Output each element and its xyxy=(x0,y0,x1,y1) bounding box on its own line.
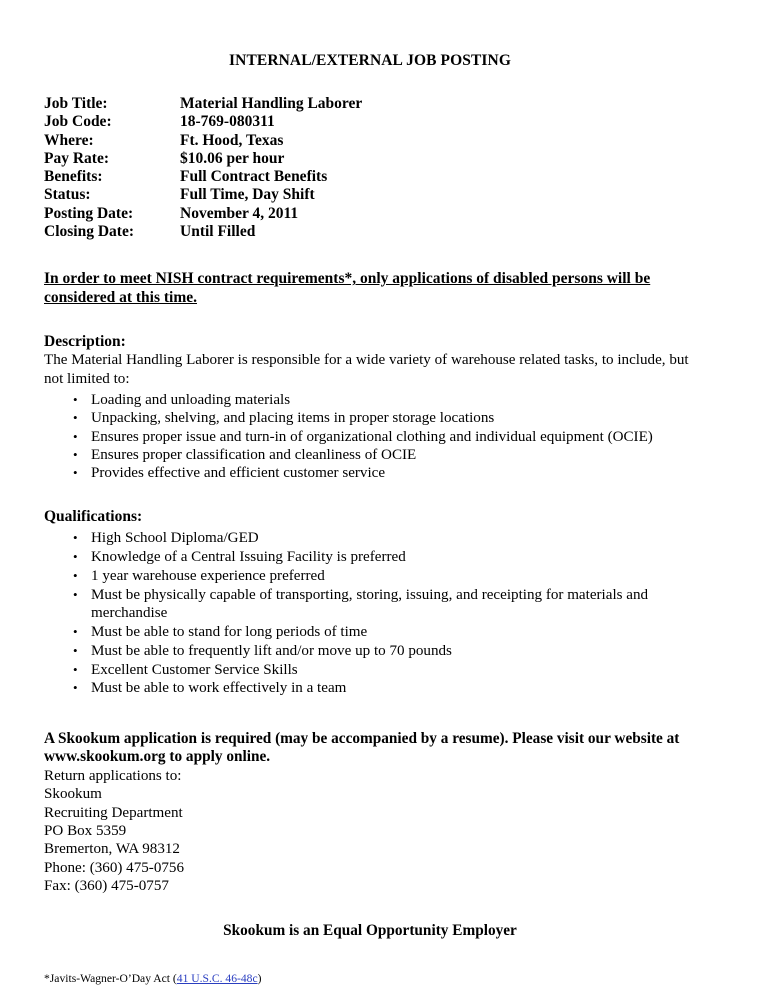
field-value-benefits: Full Contract Benefits xyxy=(180,168,328,186)
contact-phone: Phone: (360) 475-0756 xyxy=(44,859,185,876)
table-row xyxy=(44,150,362,168)
field-label-benefits: Benefits: xyxy=(44,168,103,186)
field-value-job-title: Material Handling Laborer xyxy=(180,95,363,112)
field-value-closing-date: Until Filled xyxy=(180,223,256,241)
table-row xyxy=(44,205,362,223)
field-value-where: Ft. Hood, Texas xyxy=(180,131,284,149)
return-applications-label: Return applications to: xyxy=(44,767,182,784)
list-item: • Must be physically capable of transporting, storing, issuing, and receipting for materials and merchandise xyxy=(44,586,710,623)
field-label-status: Status: xyxy=(44,186,91,204)
field-value-pay-rate: $10.06 per hour xyxy=(180,149,285,167)
table-row xyxy=(44,223,362,241)
table-row xyxy=(44,132,362,150)
field-label-closing-date: Closing Date: xyxy=(44,223,134,241)
application-statement: A Skookum application is required (may be accompanied by a resume). Please visit our website at www.skookum.org to apply online. xyxy=(44,729,680,766)
list-item: • Ensures proper classification and cleanliness of OCIE xyxy=(44,446,710,464)
job-details-body xyxy=(44,95,362,241)
nish-requirement-notice: In order to meet NISH contract requirements*, only applications of disabled persons will be considered at this time. xyxy=(44,270,651,307)
contact-city-state-zip: Bremerton, WA 98312 xyxy=(44,841,180,858)
page-title: INTERNAL/EXTERNAL JOB POSTING xyxy=(229,52,511,69)
field-label-pay-rate: Pay Rate: xyxy=(44,149,109,167)
table-row xyxy=(44,186,362,204)
field-value-posting-date: November 4, 2011 xyxy=(180,204,299,222)
job-details-table xyxy=(44,95,362,241)
footnote-prefix: *Javits-Wagner-O’Day Act ( xyxy=(44,971,177,985)
contact-organization: Skookum xyxy=(44,786,102,803)
field-label-job-title: Job Title: xyxy=(44,95,108,112)
list-item: • Unpacking, shelving, and placing items in proper storage locations xyxy=(44,409,710,427)
footnote xyxy=(44,972,710,986)
field-label-posting-date: Posting Date: xyxy=(44,204,134,222)
table-row xyxy=(44,95,362,113)
footnote-suffix: ) xyxy=(257,971,262,985)
table-row xyxy=(44,113,362,131)
field-label-where: Where: xyxy=(44,131,94,149)
list-item: • Excellent Customer Service Skills xyxy=(44,661,710,679)
qualifications-heading: Qualifications: xyxy=(44,508,143,526)
list-item: • High School Diploma/GED xyxy=(44,529,710,547)
list-item: • Loading and unloading materials xyxy=(44,391,710,409)
contact-po-box: PO Box 5359 xyxy=(44,823,127,840)
list-item: • Must be able to stand for long periods of time xyxy=(44,623,710,641)
application-instructions xyxy=(44,730,710,896)
list-item: • Knowledge of a Central Issuing Facility is preferred xyxy=(44,548,710,566)
field-label-job-code: Job Code: xyxy=(44,113,112,131)
field-value-status: Full Time, Day Shift xyxy=(180,186,315,204)
contact-department: Recruiting Department xyxy=(44,804,183,821)
list-item: • Must be able to work effectively in a team xyxy=(44,679,710,697)
list-item: • Ensures proper issue and turn-in of organizational clothing and individual equipment (OCIE) xyxy=(44,428,710,446)
equal-opportunity-statement: Skookum is an Equal Opportunity Employer xyxy=(223,921,517,939)
description-heading: Description: xyxy=(44,333,126,351)
list-item: • 1 year warehouse experience preferred xyxy=(44,567,710,585)
contact-fax: Fax: (360) 475-0757 xyxy=(44,878,169,895)
statute-link[interactable]: 41 U.S.C. 46-48c xyxy=(176,971,258,985)
list-item: • Must be able to frequently lift and/or move up to 70 pounds xyxy=(44,642,710,660)
list-item: • Provides effective and efficient customer service xyxy=(44,464,710,482)
table-row xyxy=(44,168,362,186)
qualifications-list xyxy=(44,529,710,697)
field-value-job-code: 18-769-080311 xyxy=(180,113,275,131)
description-list xyxy=(44,391,710,482)
description-intro: The Material Handling Laborer is responsible for a wide variety of warehouse related tasks, to include, but not limited to: xyxy=(44,352,689,387)
